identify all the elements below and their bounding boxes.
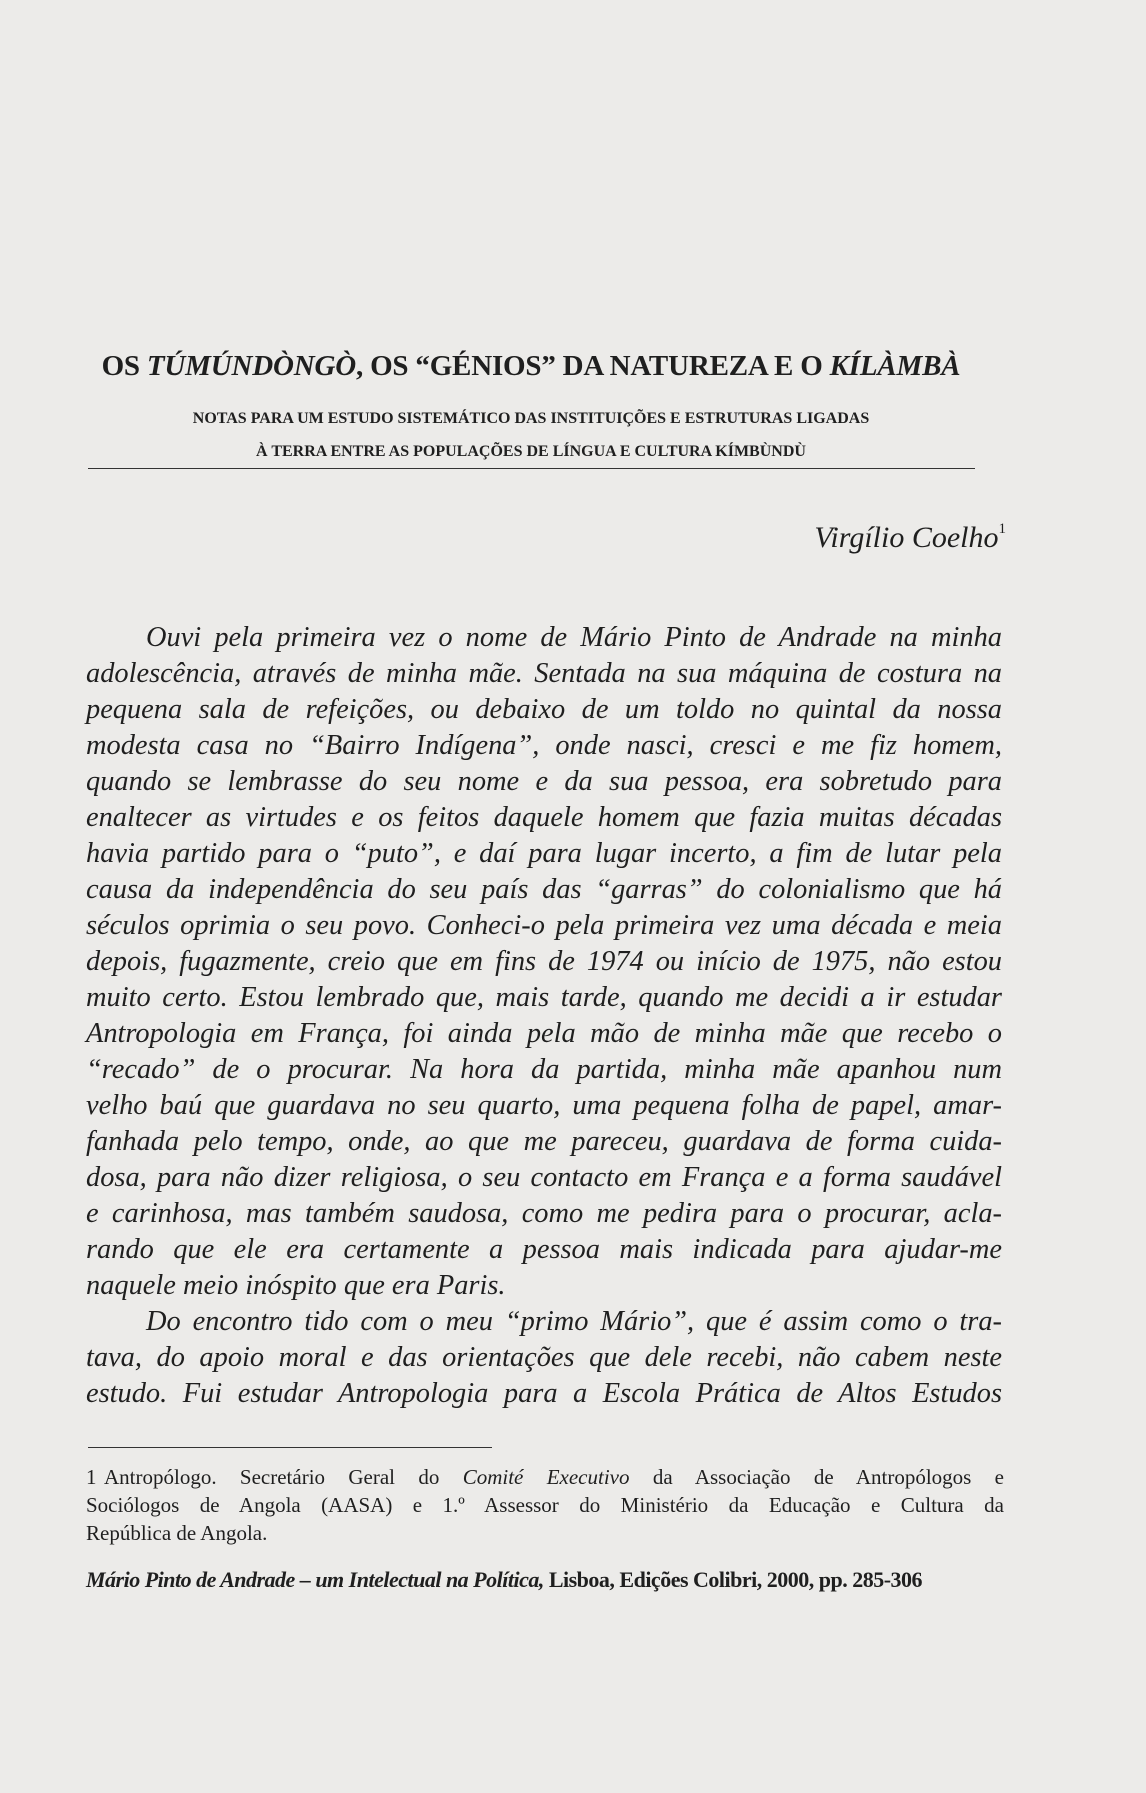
citation-book-title: Mário Pinto de Andrade – um Intelectual na Política, — [86, 1567, 544, 1592]
footnote-number: 1 — [86, 1465, 97, 1489]
body-line: Do encontro tido com o meu “primo Mário”, que é assim como o tra- — [146, 1306, 1002, 1337]
body-line: séculos oprimia o seu povo. Conheci-o pela primeira vez uma década e meia — [86, 910, 1002, 941]
body-line: havia partido para o “puto”, e daí para lugar incerto, a fim de lutar pela — [86, 838, 1002, 869]
article-title: OS TÚMÚNDÒNGÒ, OS “GÉNIOS” DA NATUREZA E O KÍLÀMBÀ — [101, 350, 961, 382]
subtitle-line: NOTAS PARA UM ESTUDO SISTEMÁTICO DAS INSTITUIÇÕES E ESTRUTURAS LIGADAS — [192, 410, 870, 427]
body-line: Antropologia em França, foi ainda pela mão de minha mãe que recebo o — [86, 1018, 1002, 1049]
footnote-marker: 1 — [998, 521, 1006, 537]
source-citation — [86, 1567, 1006, 1593]
footnote — [86, 1463, 1004, 1547]
body-line: adolescência, através de minha mãe. Sentada na sua máquina de costura na — [86, 658, 1002, 689]
body-line: modesta casa no “Bairro Indígena”, onde nasci, cresci e me fiz homem, — [86, 730, 1002, 761]
body-line: dosa, para não dizer religiosa, o seu contacto em França e a forma saudável — [86, 1162, 1002, 1193]
title-italic-term: TÚMÚNDÒNGÒ — [146, 350, 356, 382]
body-line: enaltecer as virtudes e os feitos daquele homem que fazia muitas décadas — [86, 802, 1002, 833]
author-byline: Virgílio Coelho$^1$ — [814, 521, 1006, 554]
subtitle-line: À TERRA ENTRE AS POPULAÇÕES DE LÍNGUA E CULTURA KÍMBÙNDÙ — [256, 443, 806, 460]
citation-publication: Lisboa, Edições Colibri, 2000, pp. 285-306 — [543, 1567, 923, 1592]
body-line: quando se lembrasse do seu nome e da sua pessoa, era sobretudo para — [86, 766, 1002, 797]
title-italic-term: KÍLÀMBÀ — [829, 350, 961, 382]
body-line: “recado” de o procurar. Na hora da partida, minha mãe apanhou num — [86, 1054, 1002, 1085]
footnote-divider — [88, 1447, 492, 1448]
footnote-line: Sociólogos de Angola (AASA) e 1.º Assessor do Ministério da Educação e Cultura da — [86, 1493, 1004, 1517]
footnote-line: República de Angola. — [86, 1521, 268, 1545]
footnote-line: Antropólogo. Secretário Geral do Comité Executivo da Associação de Antropólogos e — [104, 1465, 1004, 1489]
body-line: muito certo. Estou lembrado que, mais tarde, quando me decidi a ir estudar — [86, 982, 1002, 1013]
body-line: depois, fugazmente, creio que em fins de 1974 ou início de 1975, não estou — [86, 946, 1002, 977]
body-line: velho baú que guardava no seu quarto, uma pequena folha de papel, amar- — [86, 1090, 1002, 1121]
body-line: causa da independência do seu país das “garras” do colonialismo que há — [86, 874, 1002, 905]
body-line: Ouvi pela primeira vez o nome de Mário Pinto de Andrade na minha — [146, 622, 1002, 653]
body-text — [86, 620, 1002, 1412]
body-line: fanhada pelo tempo, onde, ao que me pareceu, guardava de forma cuida- — [86, 1126, 1002, 1157]
article-subtitle — [86, 402, 976, 468]
title-divider — [88, 468, 975, 469]
body-line: e carinhosa, mas também saudosa, como me pedira para o procurar, acla- — [86, 1198, 1002, 1229]
body-line: rando que ele era certamente a pessoa mais indicada para ajudar-me — [86, 1234, 1002, 1265]
body-line: estudo. Fui estudar Antropologia para a Escola Prática de Altos Estudos — [86, 1378, 1002, 1409]
body-line: tava, do apoio moral e das orientações que dele recebi, não cabem neste — [86, 1342, 1002, 1373]
body-line: pequena sala de refeições, ou debaixo de um toldo no quintal da nossa — [86, 694, 1002, 725]
body-line: naquele meio inóspito que era Paris. — [86, 1270, 506, 1301]
